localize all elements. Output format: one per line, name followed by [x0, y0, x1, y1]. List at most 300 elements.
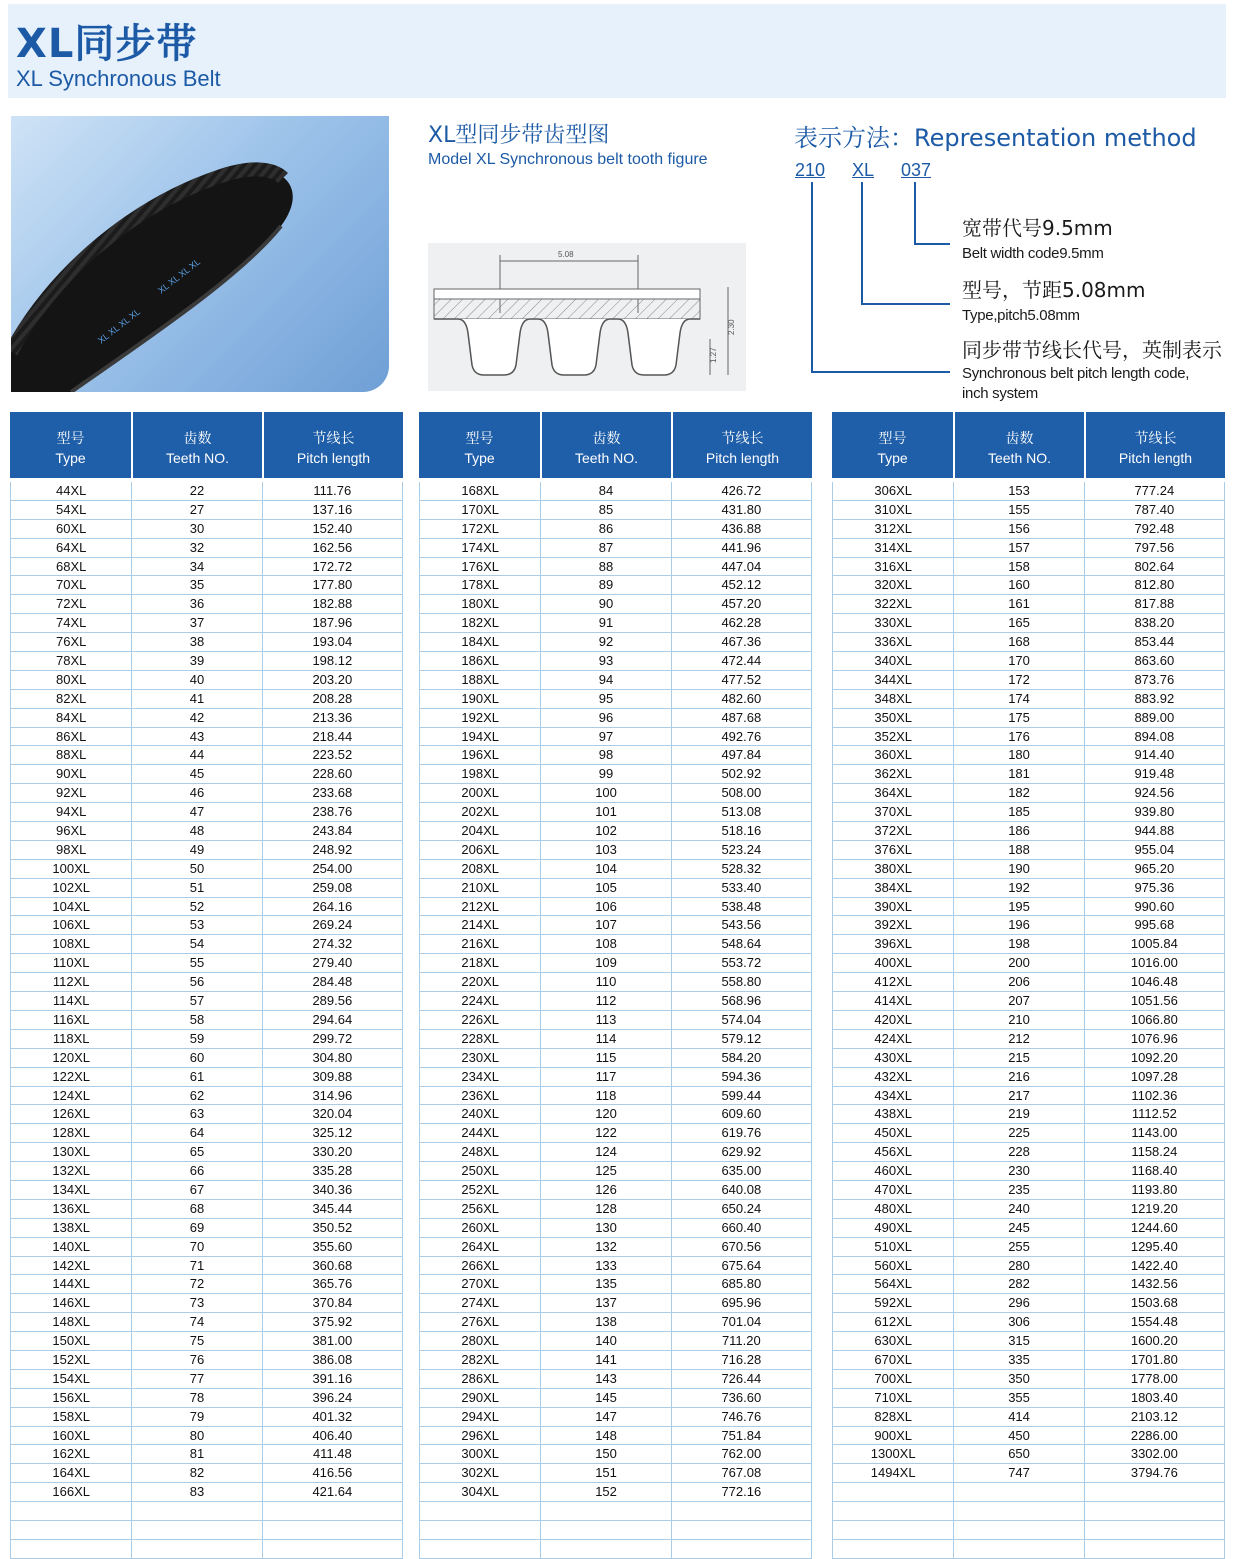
table-row [420, 898, 811, 917]
table-row [420, 501, 811, 520]
table-row [420, 1502, 811, 1521]
teeth-cell: 40 [131, 671, 261, 689]
type-cell: 456XL [874, 1144, 912, 1160]
type-cell: 114XL [52, 993, 90, 1009]
teeth-cell: 315 [953, 1332, 1083, 1350]
pitch-length-cell: 2103.12 [1084, 1408, 1224, 1426]
teeth-cell: 106 [540, 898, 670, 916]
teeth-cell: 101 [540, 803, 670, 821]
table-row [833, 1540, 1224, 1559]
type-cell: 348XL [874, 690, 912, 706]
header-cn: 型号 [56, 430, 85, 446]
teeth-cell: 63 [131, 1105, 261, 1123]
pitch-length-cell: 340.36 [262, 1181, 402, 1199]
header-cn: 节线长 [721, 430, 764, 446]
table-row [420, 746, 811, 765]
pitch-length-cell: 172.72 [262, 558, 402, 576]
pitch-length-cell: 1701.80 [1084, 1351, 1224, 1369]
pitch-length-cell: 965.20 [1084, 860, 1224, 878]
teeth-cell: 117 [540, 1068, 670, 1086]
teeth-cell: 74 [131, 1313, 261, 1331]
table-row [420, 614, 811, 633]
pitch-length-cell: 1005.84 [1084, 935, 1224, 953]
table-row [833, 1238, 1224, 1257]
type-cell: 352XL [874, 728, 912, 744]
type-cell: 276XL [461, 1314, 499, 1330]
pitch-length-cell: 762.00 [671, 1445, 811, 1463]
teeth-cell: 120 [540, 1105, 670, 1123]
table-row [420, 784, 811, 803]
teeth-cell: 62 [131, 1087, 261, 1105]
pitch-length-cell: 914.40 [1084, 746, 1224, 764]
type-cell: 164XL [52, 1465, 90, 1481]
table-row [833, 954, 1224, 973]
table-row [833, 1408, 1224, 1427]
pitch-length-cell: 365.76 [262, 1275, 402, 1293]
pitch-length-cell: 335.28 [262, 1162, 402, 1180]
type-cell: 124XL [52, 1087, 90, 1103]
table-row [11, 633, 402, 652]
type-cell: 64XL [56, 539, 87, 555]
table-row [420, 1105, 811, 1124]
type-cell: 244XL [461, 1125, 499, 1141]
teeth-cell: 280 [953, 1257, 1083, 1275]
type-cell: 264XL [461, 1238, 499, 1254]
teeth-cell: 99 [540, 765, 670, 783]
code-width: 037 [901, 160, 932, 180]
teeth-cell [540, 1502, 670, 1520]
type-cell: 158XL [52, 1408, 90, 1424]
pitch-length-cell: 1803.40 [1084, 1389, 1224, 1407]
teeth-cell: 56 [131, 973, 261, 991]
pitch-length-cell [1084, 1521, 1224, 1539]
representation-lines [790, 180, 970, 380]
table-row [11, 1105, 402, 1124]
type-cell [420, 1521, 540, 1539]
type-cell: 230XL [461, 1049, 499, 1065]
pitch-length-cell: 944.88 [1084, 822, 1224, 840]
teeth-cell: 72 [131, 1275, 261, 1293]
pitch-length-cell: 330.20 [262, 1143, 402, 1161]
type-cell: 178XL [461, 577, 499, 593]
pitch-length-cell: 375.92 [262, 1313, 402, 1331]
table-row [833, 1464, 1224, 1483]
pitch-length-cell: 711.20 [671, 1332, 811, 1350]
teeth-cell: 92 [540, 633, 670, 651]
table-row [420, 1011, 811, 1030]
table-row [833, 501, 1224, 520]
page-title: XL同步带 [16, 21, 198, 67]
table-row [11, 992, 402, 1011]
table-row [833, 1219, 1224, 1238]
type-cell: 212XL [461, 898, 499, 914]
table-row [420, 992, 811, 1011]
teeth-cell: 41 [131, 690, 261, 708]
table-row [420, 1238, 811, 1257]
table-row [833, 1275, 1224, 1294]
teeth-cell: 185 [953, 803, 1083, 821]
code-type: XL [852, 160, 875, 180]
type-cell: 104XL [52, 898, 90, 914]
pitch-length-cell: 1076.96 [1084, 1030, 1224, 1048]
type-cell: 148XL [52, 1314, 90, 1330]
table-row [11, 539, 402, 558]
table-row [420, 1370, 811, 1389]
type-cell: 160XL [52, 1427, 90, 1443]
teeth-cell: 175 [953, 709, 1083, 727]
teeth-cell [953, 1502, 1083, 1520]
table-row [833, 690, 1224, 709]
type-cell: 78XL [56, 653, 87, 669]
pitch-length-cell: 726.44 [671, 1370, 811, 1388]
pitch-length-cell: 1092.20 [1084, 1049, 1224, 1067]
type-cell: 108XL [52, 936, 90, 952]
table-row [11, 1124, 402, 1143]
teeth-cell: 141 [540, 1351, 670, 1369]
type-cell: 360XL [874, 747, 912, 763]
pitch-length-cell: 553.72 [671, 954, 811, 972]
table-row [833, 1502, 1224, 1521]
type-cell: 170XL [461, 501, 499, 517]
pitch-length-cell: 685.80 [671, 1275, 811, 1293]
type-cell: 70XL [56, 577, 87, 593]
pitch-length-cell: 401.32 [262, 1408, 402, 1426]
pitch-length-cell: 812.80 [1084, 576, 1224, 594]
teeth-cell: 70 [131, 1238, 261, 1256]
type-cell: 630XL [874, 1333, 912, 1349]
type-cell: 900XL [874, 1427, 912, 1443]
table-row [11, 1408, 402, 1427]
teeth-cell: 182 [953, 784, 1083, 802]
teeth-cell [540, 1521, 670, 1539]
pitch-length-cell: 594.36 [671, 1068, 811, 1086]
table-row [420, 1427, 811, 1446]
teeth-cell: 156 [953, 520, 1083, 538]
pitch-length-cell: 558.80 [671, 973, 811, 991]
type-cell: 126XL [52, 1106, 90, 1122]
pitch-length-cell: 1295.40 [1084, 1238, 1224, 1256]
type-cell: 510XL [874, 1238, 912, 1254]
type-cell: 196XL [461, 747, 499, 763]
pitch-length-cell [1084, 1502, 1224, 1520]
table-row [420, 1483, 811, 1502]
teeth-cell: 100 [540, 784, 670, 802]
type-cell: 76XL [56, 634, 87, 650]
teeth-cell: 143 [540, 1370, 670, 1388]
header-cn: 节线长 [1134, 430, 1177, 446]
pitch-length-cell: 518.16 [671, 822, 811, 840]
type-cell: 90XL [56, 766, 87, 782]
type-cell: 424XL [874, 1030, 912, 1046]
type-cell: 120XL [52, 1049, 90, 1065]
pitch-length-cell: 853.44 [1084, 633, 1224, 651]
type-cell: 564XL [874, 1276, 912, 1292]
teeth-cell [953, 1540, 1083, 1558]
type-cell: 98XL [56, 841, 87, 857]
table-row [11, 501, 402, 520]
tooth-figure [428, 243, 746, 391]
type-cell: 136XL [52, 1200, 90, 1216]
type-cell: 336XL [874, 634, 912, 650]
representation-title: 表示方法：Representation method [794, 124, 1197, 152]
pitch-length-cell: 777.24 [1084, 482, 1224, 500]
pitch-length-cell: 792.48 [1084, 520, 1224, 538]
type-cell: 156XL [52, 1389, 90, 1405]
teeth-cell: 88 [540, 558, 670, 576]
pitch-length-cell: 452.12 [671, 576, 811, 594]
teeth-cell: 51 [131, 879, 261, 897]
teeth-cell: 59 [131, 1030, 261, 1048]
teeth-cell: 188 [953, 841, 1083, 859]
type-cell: 400XL [874, 955, 912, 971]
type-cell: 88XL [56, 747, 87, 763]
pitch-length-cell: 223.52 [262, 746, 402, 764]
table-row [11, 520, 402, 539]
type-cell: 208XL [461, 860, 499, 876]
type-cell: 44XL [56, 483, 87, 498]
pitch-length-cell: 187.96 [262, 614, 402, 632]
pitch-length-cell: 259.08 [262, 879, 402, 897]
table-row [420, 690, 811, 709]
table-row [833, 1049, 1224, 1068]
pitch-length-cell: 817.88 [1084, 595, 1224, 613]
teeth-cell: 181 [953, 765, 1083, 783]
type-cell: 310XL [874, 501, 912, 517]
teeth-cell: 54 [131, 935, 261, 953]
header-cell [832, 412, 953, 478]
table-row [11, 841, 402, 860]
type-cell: 226XL [461, 1011, 499, 1027]
teeth-cell: 96 [540, 709, 670, 727]
pitch-length-cell: 1244.60 [1084, 1219, 1224, 1237]
teeth-cell: 93 [540, 652, 670, 670]
teeth-cell: 133 [540, 1257, 670, 1275]
pitch-length-cell: 863.60 [1084, 652, 1224, 670]
pitch-length-cell: 675.64 [671, 1257, 811, 1275]
pitch-length-cell: 360.68 [262, 1257, 402, 1275]
table-row [420, 633, 811, 652]
table-row [833, 1068, 1224, 1087]
table-row [11, 614, 402, 633]
table-row [833, 822, 1224, 841]
type-cell: 490XL [874, 1219, 912, 1235]
table-row [833, 860, 1224, 879]
pitch-length-cell: 1422.40 [1084, 1257, 1224, 1275]
teeth-cell: 84 [540, 482, 670, 500]
pitch-length-cell: 441.96 [671, 539, 811, 557]
teeth-cell: 85 [540, 501, 670, 519]
type-cell: 220XL [461, 974, 499, 990]
table-row [11, 709, 402, 728]
teeth-cell: 94 [540, 671, 670, 689]
type-cell: 250XL [461, 1163, 499, 1179]
teeth-cell: 350 [953, 1370, 1083, 1388]
type-cell: 560XL [874, 1257, 912, 1273]
teeth-cell: 50 [131, 860, 261, 878]
teeth-cell: 35 [131, 576, 261, 594]
pitch-length-cell: 568.96 [671, 992, 811, 1010]
pitch-length-cell: 396.24 [262, 1389, 402, 1407]
length-label-en: Synchronous belt pitch length code, [962, 365, 1190, 382]
pitch-length-cell: 213.36 [262, 709, 402, 727]
table-row [11, 1200, 402, 1219]
pitch-length-cell: 1112.52 [1084, 1105, 1224, 1123]
type-cell [11, 1521, 131, 1539]
teeth-cell: 82 [131, 1464, 261, 1482]
table-row [11, 1313, 402, 1332]
pitch-length-cell: 431.80 [671, 501, 811, 519]
type-cell: 612XL [874, 1314, 912, 1330]
pitch-length-cell: 802.64 [1084, 558, 1224, 576]
teeth-cell: 155 [953, 501, 1083, 519]
type-cell: 412XL [874, 974, 912, 990]
pitch-length-cell: 391.16 [262, 1370, 402, 1388]
pitch-length-cell: 416.56 [262, 1464, 402, 1482]
type-cell: 470XL [874, 1181, 912, 1197]
teeth-cell: 46 [131, 784, 261, 802]
table-row [833, 841, 1224, 860]
table-row [420, 1049, 811, 1068]
table-row [11, 1257, 402, 1276]
type-cell [11, 1540, 131, 1558]
pitch-length-cell: 619.76 [671, 1124, 811, 1142]
teeth-cell: 170 [953, 652, 1083, 670]
teeth-cell: 235 [953, 1181, 1083, 1199]
pitch-length-cell: 3302.00 [1084, 1445, 1224, 1463]
pitch-length-cell: 218.44 [262, 728, 402, 746]
teeth-cell: 230 [953, 1162, 1083, 1180]
teeth-cell: 174 [953, 690, 1083, 708]
table-row [420, 935, 811, 954]
table-row [833, 652, 1224, 671]
pitch-length-cell: 1432.56 [1084, 1275, 1224, 1293]
table-row [420, 1445, 811, 1464]
header-cn: 齿数 [1005, 430, 1034, 446]
teeth-cell: 27 [131, 501, 261, 519]
type-cell: 214XL [461, 917, 499, 933]
teeth-cell: 115 [540, 1049, 670, 1067]
pitch-length-cell: 111.76 [262, 482, 402, 500]
type-cell: 168XL [461, 483, 499, 498]
pitch-length-cell: 279.40 [262, 954, 402, 972]
type-cell: 174XL [461, 539, 499, 555]
table-row [420, 860, 811, 879]
table-row [11, 1332, 402, 1351]
teeth-cell: 22 [131, 482, 261, 500]
pitch-length-cell: 426.72 [671, 482, 811, 500]
table-row [833, 765, 1224, 784]
pitch-length-cell: 1503.68 [1084, 1294, 1224, 1312]
pitch-length-cell: 746.76 [671, 1408, 811, 1426]
type-label-en: Type,pitch5.08mm [962, 307, 1080, 324]
teeth-cell: 109 [540, 954, 670, 972]
teeth-cell: 114 [540, 1030, 670, 1048]
type-cell: 376XL [874, 841, 912, 857]
type-cell: 384XL [874, 879, 912, 895]
table-row [11, 1143, 402, 1162]
header-cell [262, 412, 403, 478]
width-label-cn: 宽带代号9.5mm [962, 216, 1113, 240]
teeth-cell: 296 [953, 1294, 1083, 1312]
pitch-length-cell: 883.92 [1084, 690, 1224, 708]
type-cell: 670XL [874, 1351, 912, 1367]
table-row [833, 614, 1224, 633]
teeth-cell: 60 [131, 1049, 261, 1067]
table-row [833, 1257, 1224, 1276]
type-cell: 256XL [461, 1200, 499, 1216]
table-row [833, 482, 1224, 501]
header-cell [953, 412, 1084, 478]
table-row [420, 1389, 811, 1408]
table-row [11, 1521, 402, 1540]
teeth-cell: 107 [540, 916, 670, 934]
teeth-cell: 36 [131, 595, 261, 613]
teeth-cell: 104 [540, 860, 670, 878]
pitch-length-cell: 995.68 [1084, 916, 1224, 934]
table-row [833, 1124, 1224, 1143]
header-cn: 型号 [878, 430, 907, 446]
pitch-length-cell: 228.60 [262, 765, 402, 783]
table-row [420, 520, 811, 539]
table-row [11, 935, 402, 954]
table-row [833, 1143, 1224, 1162]
height-dimension: 2.30 [727, 319, 736, 335]
header-en: Pitch length [296, 450, 371, 466]
pitch-length-cell: 894.08 [1084, 728, 1224, 746]
type-cell: 340XL [874, 653, 912, 669]
teeth-cell: 168 [953, 633, 1083, 651]
teeth-cell: 69 [131, 1219, 261, 1237]
pitch-length-cell: 294.64 [262, 1011, 402, 1029]
pitch-length-cell: 1066.80 [1084, 1011, 1224, 1029]
header-en: Pitch length [705, 450, 780, 466]
type-cell: 414XL [874, 993, 912, 1009]
teeth-cell: 83 [131, 1483, 261, 1501]
type-label-cn: 型号，节距5.08mm [962, 278, 1146, 302]
type-cell: 94XL [56, 804, 87, 820]
table-row [11, 1011, 402, 1030]
type-cell: 80XL [56, 671, 87, 687]
teeth-cell: 196 [953, 916, 1083, 934]
pitch-length-cell: 939.80 [1084, 803, 1224, 821]
type-cell: 96XL [56, 823, 87, 839]
table-row [420, 879, 811, 898]
pitch-length-cell: 314.96 [262, 1087, 402, 1105]
type-cell: 180XL [461, 596, 499, 612]
pitch-length-cell: 574.04 [671, 1011, 811, 1029]
teeth-cell: 217 [953, 1087, 1083, 1105]
table-row [420, 973, 811, 992]
pitch-length-cell: 370.84 [262, 1294, 402, 1312]
type-cell: 282XL [461, 1351, 499, 1367]
pitch-length-cell: 238.76 [262, 803, 402, 821]
teeth-cell: 68 [131, 1200, 261, 1218]
type-cell: 146XL [52, 1295, 90, 1311]
type-cell: 182XL [461, 615, 499, 631]
type-cell [833, 1502, 953, 1520]
pitch-length-cell: 955.04 [1084, 841, 1224, 859]
table-row [833, 1445, 1224, 1464]
pitch-dimension: 5.08 [558, 250, 574, 259]
type-cell: 344XL [874, 671, 912, 687]
table-row [420, 765, 811, 784]
type-cell: 266XL [461, 1257, 499, 1273]
table-row [420, 1275, 811, 1294]
teeth-cell: 113 [540, 1011, 670, 1029]
pitch-length-cell [671, 1540, 811, 1558]
teeth-cell [540, 1540, 670, 1558]
table-row [11, 822, 402, 841]
